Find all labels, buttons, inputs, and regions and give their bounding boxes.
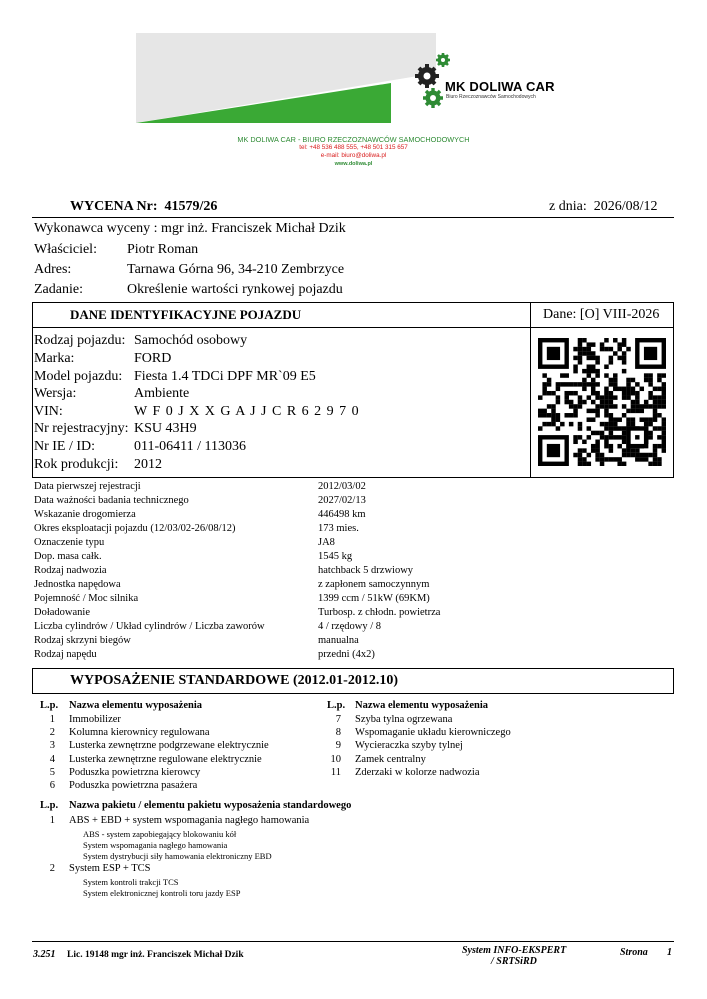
spec-value: 173 mies. bbox=[318, 523, 359, 534]
divider bbox=[530, 302, 531, 328]
spec-value: przedni (4x2) bbox=[318, 649, 375, 660]
equipment-number: 2 bbox=[49, 727, 55, 738]
header-company-line: MK DOLIWA CAR - BIURO RZECZOZNAWCÓW SAMOCHODOWYCH bbox=[237, 135, 470, 144]
lp-header: L.p. bbox=[40, 800, 59, 811]
lp-header: L.p. bbox=[40, 700, 59, 711]
equipment-number: 5 bbox=[49, 767, 55, 778]
valuation-number-label: WYCENA Nr: bbox=[70, 199, 158, 214]
equipment-name-header: Nazwa elementu wyposażenia bbox=[69, 700, 202, 711]
equipment-item: Szyba tylna ogrzewana bbox=[355, 714, 453, 725]
owner-label: Właściciel: bbox=[34, 242, 97, 257]
spec-value: hatchback 5 drzwiowy bbox=[318, 565, 414, 576]
spec-label: Wskazanie drogomierza bbox=[34, 509, 136, 520]
spec-value: z zapłonem samoczynnym bbox=[318, 579, 430, 590]
equipment-item: Poduszka powietrzna pasażera bbox=[69, 780, 198, 791]
valuation-date bbox=[549, 199, 658, 215]
equipment-item: Wycieraczka szyby tylnej bbox=[355, 740, 463, 751]
package-number: 2 bbox=[49, 863, 55, 874]
task-value: Określenie wartości rynkowej pojazdu bbox=[127, 282, 343, 297]
footer-system-line1: System INFO-EKSPERT bbox=[462, 945, 567, 956]
spec-label: Pojemność / Moc silnika bbox=[34, 593, 139, 604]
valuation-performer: Wykonawca wyceny : mgr inż. Franciszek Michał Dzik bbox=[34, 221, 346, 236]
equipment-number: 6 bbox=[49, 780, 55, 791]
equipment-name-header: Nazwa elementu wyposażenia bbox=[355, 700, 488, 711]
spec-value: Turbosp. z chłodn. powietrza bbox=[318, 607, 441, 618]
owner-value: Piotr Roman bbox=[127, 242, 199, 257]
spec-label: Dop. masa całk. bbox=[34, 551, 102, 562]
equipment-number: 11 bbox=[330, 767, 341, 778]
footer-page-number: 1 bbox=[667, 947, 672, 958]
package-number: 1 bbox=[49, 815, 55, 826]
equipment-number: 4 bbox=[49, 754, 55, 765]
spec-value: JA8 bbox=[318, 537, 335, 548]
spec-label: Okres eksploatacji pojazdu (12/03/02-26/08/12) bbox=[34, 523, 236, 534]
equipment-number: 7 bbox=[335, 714, 341, 725]
spec-label: Rodzaj skrzyni biegów bbox=[34, 635, 131, 646]
ident-value-ie: 011-06411 / 113036 bbox=[134, 439, 246, 454]
header-email-line: e-mail: biuro@doliwa.pl bbox=[320, 152, 387, 159]
divider bbox=[32, 217, 674, 218]
valuation-number-value: 41579/26 bbox=[164, 199, 218, 214]
header-phone-line: tel: +48 536 488 555, +48 501 315 657 bbox=[299, 144, 408, 151]
ident-label-plate: Nr rejestracyjny: bbox=[34, 421, 129, 436]
package-name: ABS + EBD + system wspomagania nagłego hamowania bbox=[69, 815, 310, 826]
ident-label-make: Marka: bbox=[34, 351, 75, 366]
equipment-number: 3 bbox=[49, 740, 55, 751]
spec-label: Rodzaj napędu bbox=[34, 649, 97, 660]
equipment-number: 10 bbox=[330, 754, 341, 765]
spec-value: 4 / rzędowy / 8 bbox=[318, 621, 381, 632]
ident-value-type: Samochód osobowy bbox=[134, 333, 248, 348]
equipment-title: WYPOSAŻENIE STANDARDOWE (2012.01-2012.10) bbox=[70, 673, 398, 688]
equipment-item: Wspomaganie układu kierowniczego bbox=[355, 727, 511, 738]
ident-label-year: Rok produkcji: bbox=[34, 457, 119, 472]
spec-value: 1545 kg bbox=[318, 551, 353, 562]
equipment-number: 1 bbox=[49, 714, 55, 725]
ident-label-model: Model pojazdu: bbox=[34, 369, 123, 384]
valuation-number bbox=[70, 199, 217, 215]
ident-label-version: Wersja: bbox=[34, 386, 77, 401]
spec-value: 446498 km bbox=[318, 509, 366, 520]
equipment-item: Poduszka powietrzna kierowcy bbox=[69, 767, 201, 778]
ident-value-model: Fiesta 1.4 TDCi DPF MR`09 E5 bbox=[134, 369, 316, 384]
footer-page-label: Strona bbox=[620, 947, 648, 958]
spec-value: manualna bbox=[318, 635, 359, 646]
package-subitem: System wspomagania nagłego hamowania bbox=[83, 840, 228, 850]
valuation-date-label: z dnia: bbox=[549, 199, 587, 214]
spec-label: Data ważności badania technicznego bbox=[34, 495, 189, 506]
equipment-item: Zamek centralny bbox=[355, 754, 426, 765]
spec-value: 2012/03/02 bbox=[318, 481, 366, 492]
package-name: System ESP + TCS bbox=[69, 863, 151, 874]
ident-label-ie: Nr IE / ID: bbox=[34, 439, 96, 454]
footer-license: Lic. 19148 mgr inż. Franciszek Michał Dzik bbox=[67, 950, 244, 960]
spec-label: Rodzaj nadwozia bbox=[34, 565, 107, 576]
spec-label: Doładowanie bbox=[34, 607, 90, 618]
qr-code-icon bbox=[538, 338, 666, 466]
footer-version: 3.251 bbox=[33, 949, 56, 960]
equipment-item: Lusterka zewnętrzne regulowane elektrycznie bbox=[69, 754, 262, 765]
task-label: Zadanie: bbox=[34, 282, 83, 297]
ident-value-version: Ambiente bbox=[134, 386, 190, 401]
footer-system-line2: / SRTSiRD bbox=[491, 956, 537, 967]
ident-label-type: Rodzaj pojazdu: bbox=[34, 333, 126, 348]
package-subitem: System kontroli trakcji TCS bbox=[83, 877, 179, 887]
spec-label: Jednostka napędowa bbox=[34, 579, 121, 590]
header-website-line: www.doliwa.pl bbox=[334, 161, 373, 167]
address-value: Tarnawa Górna 96, 34-210 Zembrzyce bbox=[127, 262, 345, 277]
package-subitem: System elektronicznej kontroli toru jazdy ESP bbox=[83, 888, 241, 898]
ident-value-make: FORD bbox=[134, 351, 172, 366]
ident-title: DANE IDENTYFIKACYJNE POJAZDU bbox=[70, 307, 302, 322]
ident-data-label: Dane: [O] VIII-2026 bbox=[543, 307, 660, 322]
brand-subtitle: Biuro Rzeczoznawców Samochodowych bbox=[446, 94, 536, 100]
ident-value-vin: W F 0 J X X G A J J C R 6 2 9 7 0 bbox=[134, 404, 360, 419]
equipment-item: Lusterka zewnętrzne podgrzewane elektrycznie bbox=[69, 740, 269, 751]
equipment-item: Kolumna kierownicy regulowana bbox=[69, 727, 210, 738]
spec-value: 2027/02/13 bbox=[318, 495, 366, 506]
spec-value: 1399 ccm / 51kW (69KM) bbox=[318, 593, 430, 604]
package-subitem: ABS - system zapobiegający blokowaniu kół bbox=[83, 829, 237, 839]
valuation-date-value: 2026/08/12 bbox=[593, 199, 658, 214]
ident-value-plate: KSU 43H9 bbox=[134, 421, 197, 436]
equipment-number: 9 bbox=[335, 740, 341, 751]
address-label: Adres: bbox=[34, 262, 72, 277]
footer-divider bbox=[32, 941, 674, 942]
package-subitem: System dystrybucji siły hamowania elektroniczny EBD bbox=[83, 851, 272, 861]
package-name-header: Nazwa pakietu / elementu pakietu wyposażenia standardowego bbox=[69, 800, 352, 811]
ident-value-year: 2012 bbox=[134, 457, 162, 472]
spec-label: Oznaczenie typu bbox=[34, 537, 105, 548]
equipment-number: 8 bbox=[335, 727, 341, 738]
header-banner bbox=[136, 33, 554, 123]
equipment-item: Zderzaki w kolorze nadwozia bbox=[355, 767, 480, 778]
ident-label-vin: VIN: bbox=[34, 404, 63, 419]
brand-name: MK DOLIWA CAR bbox=[445, 79, 555, 94]
equipment-item: Immobilizer bbox=[69, 714, 121, 725]
spec-label: Liczba cylindrów / Układ cylindrów / Liczba zaworów bbox=[34, 621, 265, 632]
spec-label: Data pierwszej rejestracji bbox=[34, 481, 141, 492]
lp-header: L.p. bbox=[327, 700, 346, 711]
